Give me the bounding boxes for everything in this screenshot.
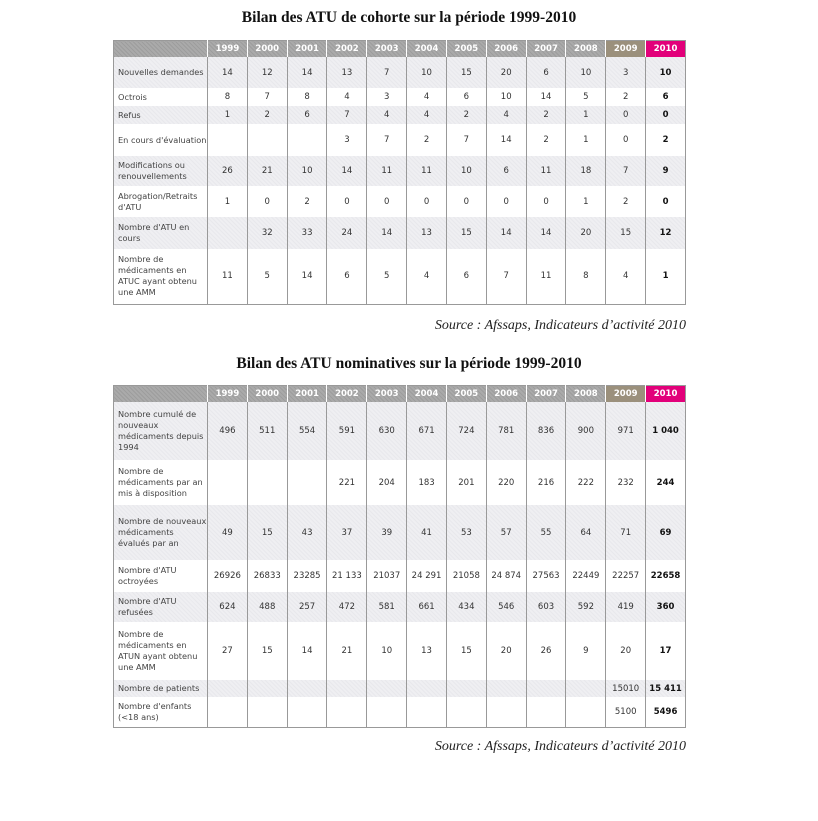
table-cell (367, 697, 407, 727)
table-cell: 22449 (566, 560, 606, 592)
table-cell: 232 (606, 460, 646, 505)
table-row (114, 249, 686, 304)
year-header: 2008 (566, 41, 606, 58)
table-cell: 14 (486, 124, 526, 156)
table-cell: 2 (247, 106, 287, 124)
table-cell: 724 (446, 402, 486, 460)
table-cell: 55 (526, 505, 566, 560)
table-cell: 0 (247, 186, 287, 217)
table-cell: 244 (646, 460, 686, 505)
table-cell: 20 (566, 217, 606, 249)
table-cell: 4 (367, 106, 407, 124)
table-cell: 0 (327, 186, 367, 217)
table-cell: 20 (606, 622, 646, 680)
table-cell (566, 697, 606, 727)
table-cell: 64 (566, 505, 606, 560)
table-cell: 781 (486, 402, 526, 460)
table-cell: 671 (407, 402, 447, 460)
table-cell (486, 680, 526, 697)
table-cell: 22658 (646, 560, 686, 592)
table-cell: 11 (526, 156, 566, 186)
table-cell: 53 (446, 505, 486, 560)
table-cell: 11 (208, 249, 248, 304)
table-cell: 2 (606, 88, 646, 106)
table-cell: 18 (566, 156, 606, 186)
table-cell: 21 (327, 622, 367, 680)
table-cell: 5496 (646, 697, 686, 727)
table-cell: 6 (646, 88, 686, 106)
table-cell: 434 (446, 592, 486, 622)
header-corner (114, 41, 208, 58)
table-cell: 71 (606, 505, 646, 560)
table-cell (526, 697, 566, 727)
table-cell: 201 (446, 460, 486, 505)
table-cell (486, 697, 526, 727)
table-cell: 14 (287, 57, 327, 88)
table-cell: 39 (367, 505, 407, 560)
table1-title: Bilan des ATU de cohorte sur la période 1999-2010 (241, 9, 577, 26)
table-cell: 10 (407, 57, 447, 88)
table-cell: 10 (566, 57, 606, 88)
table-cell: 8 (566, 249, 606, 304)
table-cell: 222 (566, 460, 606, 505)
year-header: 2003 (367, 41, 407, 58)
table-cell (208, 680, 248, 697)
table-cell: 20 (486, 57, 526, 88)
row-label: Nombre d'ATU refusées (114, 592, 208, 622)
table-cell: 419 (606, 592, 646, 622)
table-cell: 10 (646, 57, 686, 88)
table-cell: 5 (566, 88, 606, 106)
year-header: 1999 (208, 386, 248, 403)
year-header: 2001 (287, 41, 327, 58)
table-cell (367, 680, 407, 697)
table-cell: 4 (327, 88, 367, 106)
table-cell: 20 (486, 622, 526, 680)
row-label: Nombre cumulé de nouveaux médicaments depuis 1994 (114, 402, 208, 460)
table-row (114, 460, 686, 505)
table-cell: 4 (407, 88, 447, 106)
table-cell: 10 (486, 88, 526, 106)
table-cell: 22257 (606, 560, 646, 592)
table-cell: 5 (247, 249, 287, 304)
table-cell: 204 (367, 460, 407, 505)
table-cell: 7 (606, 156, 646, 186)
table-cell: 360 (646, 592, 686, 622)
table-cell: 14 (327, 156, 367, 186)
table-cell: 14 (287, 249, 327, 304)
row-label: Octrois (118, 91, 147, 102)
table-cell (208, 460, 248, 505)
table-cell: 661 (407, 592, 447, 622)
header-row (114, 41, 686, 58)
table-cell (287, 460, 327, 505)
table-cell: 4 (606, 249, 646, 304)
row-label: Nombre d'enfants (<18 ans) (118, 700, 192, 722)
table-cell: 13 (407, 217, 447, 249)
year-header: 2009 (606, 386, 646, 403)
table-row (114, 217, 686, 249)
table-cell: 2 (287, 186, 327, 217)
table-cell: 15 (446, 622, 486, 680)
table-cell: 6 (526, 57, 566, 88)
table-cell: 220 (486, 460, 526, 505)
table-cell: 2 (606, 186, 646, 217)
header-corner (114, 386, 208, 403)
table-cell: 0 (367, 186, 407, 217)
table-row (114, 57, 686, 88)
table-cell (287, 680, 327, 697)
table-cell (247, 680, 287, 697)
table-cell (446, 680, 486, 697)
table-cell: 21058 (446, 560, 486, 592)
table-cell: 15 411 (646, 680, 686, 697)
year-header: 1999 (208, 41, 248, 58)
row-label: Nombre d'ATU en cours (114, 217, 208, 249)
table1-source: Source : Afssaps, Indicateurs d’activité 2010 (434, 318, 686, 333)
table-cell: 21 133 (327, 560, 367, 592)
year-header: 2009 (606, 41, 646, 58)
table-cell: 0 (646, 186, 686, 217)
table-cell: 8 (208, 88, 248, 106)
table-cell: 26833 (247, 560, 287, 592)
table-cell (247, 697, 287, 727)
nominative-atu-table (113, 385, 686, 728)
table-cell: 581 (367, 592, 407, 622)
table-row (114, 106, 686, 124)
table-cell: 221 (327, 460, 367, 505)
table-cell: 57 (486, 505, 526, 560)
table-cell: 24 291 (407, 560, 447, 592)
table-cell (247, 460, 287, 505)
table-cell: 24 874 (486, 560, 526, 592)
table-cell: 7 (327, 106, 367, 124)
table-cell: 24 (327, 217, 367, 249)
table-cell: 472 (327, 592, 367, 622)
table-cell (208, 697, 248, 727)
table-cell: 14 (526, 88, 566, 106)
table-cell: 900 (566, 402, 606, 460)
table-cell: 6 (446, 88, 486, 106)
table-cell: 2 (526, 106, 566, 124)
table-cell: 554 (287, 402, 327, 460)
table-cell: 0 (606, 106, 646, 124)
table-cell: 971 (606, 402, 646, 460)
table-cell: 15 (446, 217, 486, 249)
year-header: 2010 (646, 41, 686, 58)
table-cell: 0 (646, 106, 686, 124)
table-cell: 14 (486, 217, 526, 249)
table-cell: 21 (247, 156, 287, 186)
table-cell: 21037 (367, 560, 407, 592)
table-cell: 26 (208, 156, 248, 186)
table-cell: 27 (208, 622, 248, 680)
row-label: Nombre d'ATU octroyées (118, 565, 177, 586)
table-cell: 23285 (287, 560, 327, 592)
table-cell: 4 (486, 106, 526, 124)
table-cell: 15010 (606, 680, 646, 697)
table-cell: 7 (367, 124, 407, 156)
table-row (114, 156, 686, 186)
table-cell: 7 (247, 88, 287, 106)
row-label: Modifications ou renouvellements (114, 156, 208, 186)
table-cell: 12 (247, 57, 287, 88)
table-cell: 3 (367, 88, 407, 106)
table-cell: 624 (208, 592, 248, 622)
table-cell: 1 (208, 106, 248, 124)
year-header: 2000 (247, 41, 287, 58)
table-cell: 17 (646, 622, 686, 680)
table-cell (407, 680, 447, 697)
table2-title: Bilan des ATU nominatives sur la période 1999-2010 (236, 355, 582, 372)
row-label: Refus (114, 106, 208, 124)
table-cell: 26 (526, 622, 566, 680)
table-cell: 11 (526, 249, 566, 304)
table-cell: 14 (287, 622, 327, 680)
table-cell: 511 (247, 402, 287, 460)
table-cell: 15 (606, 217, 646, 249)
table-cell: 8 (287, 88, 327, 106)
row-label: En cours d'évaluation (118, 134, 207, 145)
table-row (114, 505, 686, 560)
table-cell: 13 (407, 622, 447, 680)
table-cell: 9 (566, 622, 606, 680)
table-cell: 13 (327, 57, 367, 88)
table-cell: 2 (446, 106, 486, 124)
year-header: 2004 (407, 386, 447, 403)
table-row (114, 592, 686, 622)
table-cell: 4 (407, 106, 447, 124)
row-label: Nombre de médicaments par an mis à disposition (118, 466, 203, 498)
table-cell: 7 (446, 124, 486, 156)
table-cell: 591 (327, 402, 367, 460)
table-cell: 546 (486, 592, 526, 622)
table-cell (407, 697, 447, 727)
table-cell (327, 680, 367, 697)
table-row (114, 680, 686, 697)
table-cell: 488 (247, 592, 287, 622)
table-row (114, 124, 686, 156)
table-cell: 7 (367, 57, 407, 88)
table-cell (247, 124, 287, 156)
table-cell: 27563 (526, 560, 566, 592)
table-cell: 5 (367, 249, 407, 304)
year-header: 2000 (247, 386, 287, 403)
table-cell: 15 (247, 505, 287, 560)
table-cell: 0 (526, 186, 566, 217)
table-cell: 43 (287, 505, 327, 560)
table-cell: 10 (367, 622, 407, 680)
table-cell: 15 (446, 57, 486, 88)
table2-source: Source : Afssaps, Indicateurs d’activité 2010 (434, 739, 686, 754)
table-cell: 41 (407, 505, 447, 560)
row-label: Nombre de médicaments en ATUC ayant obtenu une AMM (118, 254, 197, 298)
table-row (114, 622, 686, 680)
table-cell: 592 (566, 592, 606, 622)
table-cell: 11 (367, 156, 407, 186)
header-row (114, 386, 686, 403)
table-cell: 496 (208, 402, 248, 460)
row-label: Nombre de nouveaux médicaments évalués par an (114, 505, 208, 560)
table-cell: 1 (566, 124, 606, 156)
year-header: 2007 (526, 41, 566, 58)
table-cell: 6 (287, 106, 327, 124)
table-cell: 6 (486, 156, 526, 186)
table-cell: 0 (446, 186, 486, 217)
table-cell: 257 (287, 592, 327, 622)
table-row (114, 402, 686, 460)
table-cell (208, 217, 248, 249)
table-cell: 6 (446, 249, 486, 304)
table-cell (446, 697, 486, 727)
table-cell: 9 (646, 156, 686, 186)
table-cell (327, 697, 367, 727)
table-cell: 49 (208, 505, 248, 560)
table-cell: 183 (407, 460, 447, 505)
table-cell: 630 (367, 402, 407, 460)
table-cell: 4 (407, 249, 447, 304)
table-cell: 10 (287, 156, 327, 186)
table-cell: 603 (526, 592, 566, 622)
year-header: 2006 (486, 41, 526, 58)
table-cell: 0 (486, 186, 526, 217)
year-header: 2001 (287, 386, 327, 403)
table-cell: 1 (566, 106, 606, 124)
table-cell: 14 (526, 217, 566, 249)
table-cell: 37 (327, 505, 367, 560)
table-cell: 14 (367, 217, 407, 249)
table-cell: 15 (247, 622, 287, 680)
cohort-atu-table (113, 40, 686, 305)
table-cell (526, 680, 566, 697)
row-label: Nouvelles demandes (114, 57, 208, 88)
year-header: 2005 (446, 41, 486, 58)
table-cell: 26926 (208, 560, 248, 592)
table-row (114, 560, 686, 592)
table-cell: 32 (247, 217, 287, 249)
table-cell: 11 (407, 156, 447, 186)
table-cell: 12 (646, 217, 686, 249)
year-header: 2002 (327, 386, 367, 403)
table-cell: 2 (407, 124, 447, 156)
table-cell: 7 (486, 249, 526, 304)
year-header: 2002 (327, 41, 367, 58)
table-cell: 0 (606, 124, 646, 156)
table-cell: 1 (566, 186, 606, 217)
table-cell: 1 040 (646, 402, 686, 460)
year-header: 2010 (646, 386, 686, 403)
row-label: Abrogation/Retraits d'ATU (118, 190, 198, 212)
year-header: 2006 (486, 386, 526, 403)
year-header: 2004 (407, 41, 447, 58)
table-cell: 1 (208, 186, 248, 217)
table-row (114, 88, 686, 106)
table-cell (287, 124, 327, 156)
year-header: 2008 (566, 386, 606, 403)
row-label: Nombre de médicaments en ATUN ayant obtenu une AMM (118, 629, 198, 672)
table-cell (208, 124, 248, 156)
table-cell (287, 697, 327, 727)
row-label: Nombre de patients (114, 680, 208, 697)
table-cell: 3 (606, 57, 646, 88)
table-cell (566, 680, 606, 697)
table-cell: 5100 (606, 697, 646, 727)
table-cell: 69 (646, 505, 686, 560)
table-row (114, 697, 686, 727)
table-cell: 2 (526, 124, 566, 156)
table-cell: 6 (327, 249, 367, 304)
table-cell: 0 (407, 186, 447, 217)
table-cell: 33 (287, 217, 327, 249)
table-row (114, 186, 686, 217)
year-header: 2007 (526, 386, 566, 403)
table-cell: 10 (446, 156, 486, 186)
year-header: 2003 (367, 386, 407, 403)
table-cell: 2 (646, 124, 686, 156)
table-cell: 3 (327, 124, 367, 156)
table-cell: 14 (208, 57, 248, 88)
table-cell: 1 (646, 249, 686, 304)
year-header: 2005 (446, 386, 486, 403)
table-cell: 836 (526, 402, 566, 460)
table-cell: 216 (526, 460, 566, 505)
